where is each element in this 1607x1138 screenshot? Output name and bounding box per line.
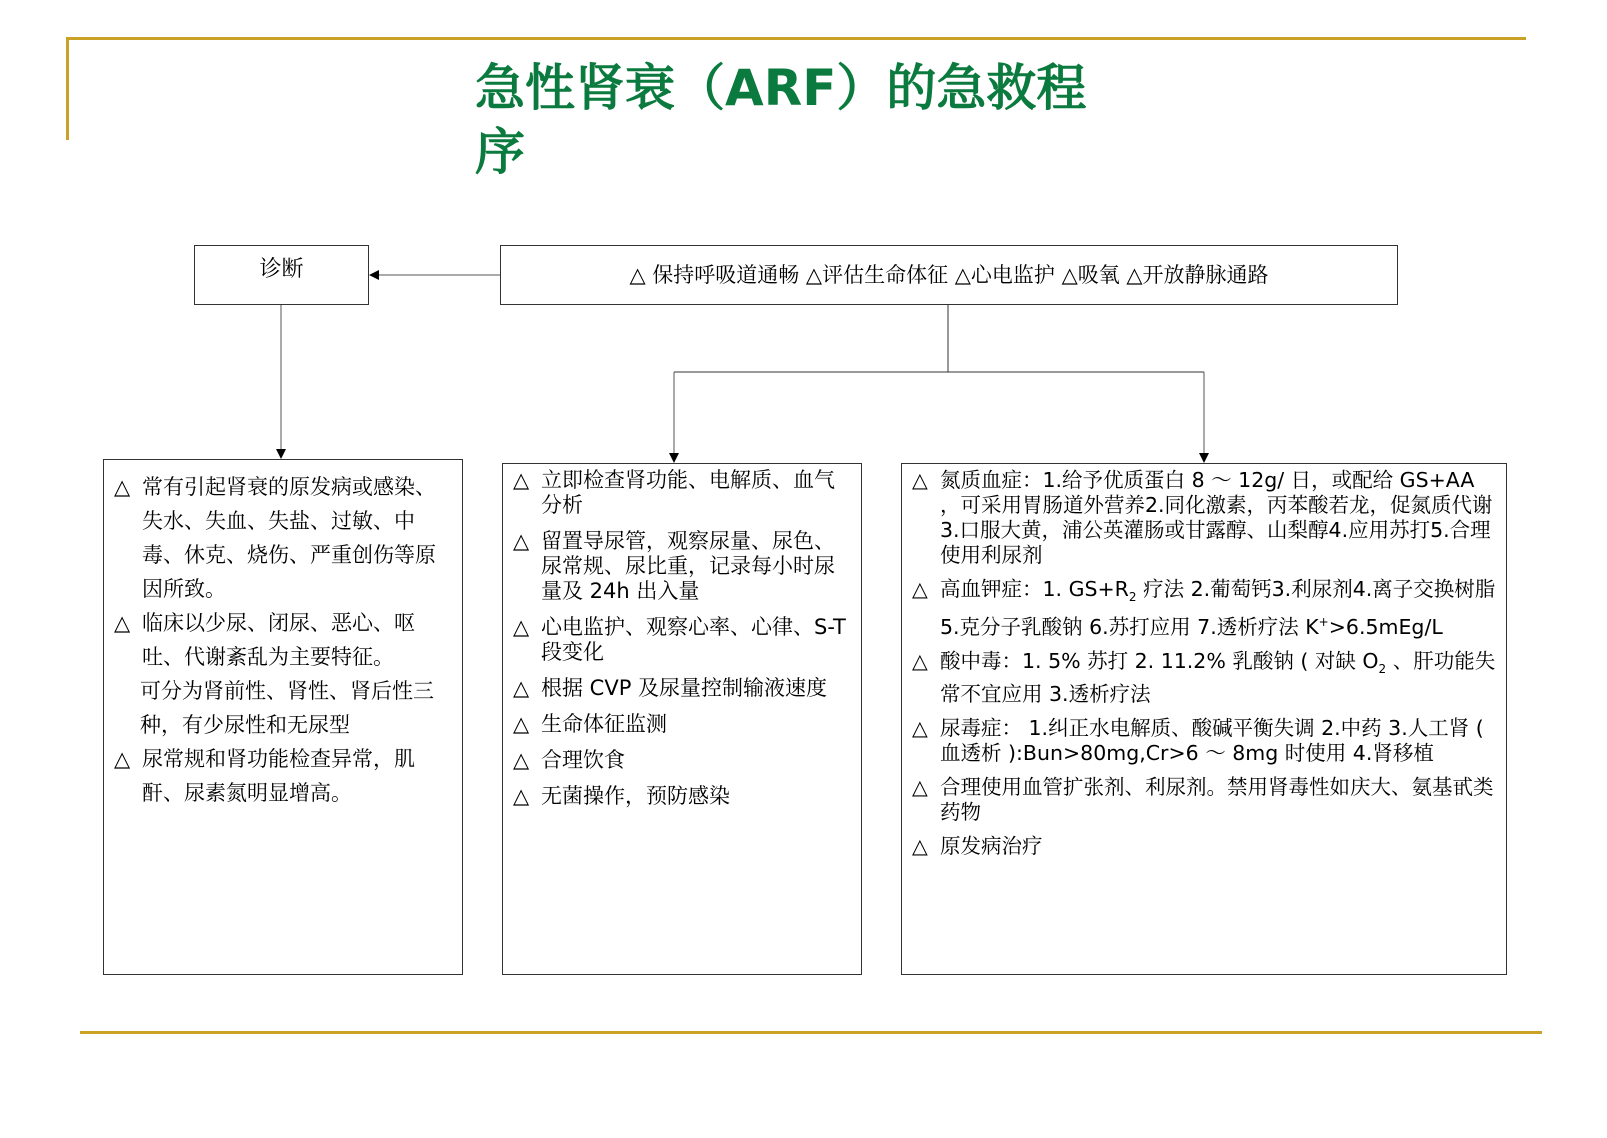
triangle-icon: △ [114,611,131,635]
list-item: △ 尿毒症： 1.纠正水电解质、酸碱平衡失调 2.中药 3.人工肾 ( 血透析 ):Bun>80mg,Cr>6 ～ 8mg 时使用 4.肾移植 [912,716,1484,766]
triangle-icon: △ [114,475,131,499]
initial-steps-text: △ 保持呼吸道通畅 △评估生命体征 △心电监护 △吸氧 △开放静脉通路 [629,263,1269,287]
triangle-icon: △ [912,468,928,492]
triangle-icon: △ [513,615,530,639]
list-item: △ 常有引起肾衰的原发病或感染、失水、失血、失盐、过敏、中毒、休克、烧伤、严重创伤等原因所致。 [114,470,456,606]
triangle-icon: △ [912,775,928,800]
triangle-icon: △ [912,716,928,741]
list-item: △ 心电监护、观察心率、心律、S-T 段变化 [513,615,846,664]
triangle-icon: △ [513,748,530,772]
triangle-icon: △ [513,712,530,736]
triangle-icon: △ [912,577,928,601]
list-item: △ 无菌操作，预防感染 [513,784,730,808]
list-item: △ 生命体征监测 [513,712,667,736]
immediate-actions-box [502,463,862,975]
list-item: △ 高血钾症：1. $GS+R_2$ 疗法 2.葡萄钙3.利尿剂4.离子交换树脂 5.克分子乳酸钠 6.苏打应用 7.透析疗法 K+>6.5mEg/L [912,577,1496,639]
list-item: △ 合理使用血管扩张剂、利尿剂。禁用肾毒性如庆大、氨基甙类药物 [912,775,1494,825]
triangle-icon: △ [912,648,928,673]
triangle-icon: △ [513,468,530,492]
list-item: △ 尿常规和肾功能检查异常，肌酐、尿素氮明显增高。 [114,742,456,810]
diagnosis-label: 诊断 [259,257,304,282]
initial-steps-box [500,245,1398,305]
list-item: △ 酸中毒：1. 5% 苏打 2. 11.2% 乳酸钠 ( 对缺 $O_2$ 、肝功能失常不宜应用 3.透析疗法 [912,648,1496,707]
triangle-icon: △ [114,747,131,771]
list-item: △ 原发病治疗 [912,834,1043,859]
triangle-icon: △ [513,529,530,553]
treatment-box [901,463,1507,975]
slide-title: 急性肾衰（ARF）的急救程序 [475,59,1087,181]
list-item: △ 根据 CVP 及尿量控制输液速度 [513,676,828,700]
diagnosis-criteria-box [103,459,463,975]
list-item: △ 留置导尿管，观察尿量、尿色、尿常规、尿比重，记录每小时尿量及 24h 出入量 [513,529,835,603]
list-item: △ 立即检查肾功能、电解质、血气分析 [513,468,835,517]
list-item: 可分为肾前性、肾性、肾后性三种，有少尿性和无尿型 [140,679,434,737]
triangle-icon: △ [912,834,928,859]
triangle-icon: △ [513,784,530,808]
diagnosis-box [194,245,369,305]
list-item: △ 氮质血症：1.给予优质蛋白 8 ～ 12g/ 日，或配给 GS+AA ，可采用胃肠道外营养2.同化激素，丙苯酸若龙，促氮质代谢3.口服大黄，浦公英灌肠或甘露醇、山梨醇4.应用苏打5.合理使用利尿剂 [912,468,1493,567]
triangle-icon: △ [513,676,530,700]
list-item: △ 临床以少尿、闭尿、恶心、呕吐、代谢紊乱为主要特征。 [114,606,456,674]
list-item: △ 合理饮食 [513,748,625,772]
